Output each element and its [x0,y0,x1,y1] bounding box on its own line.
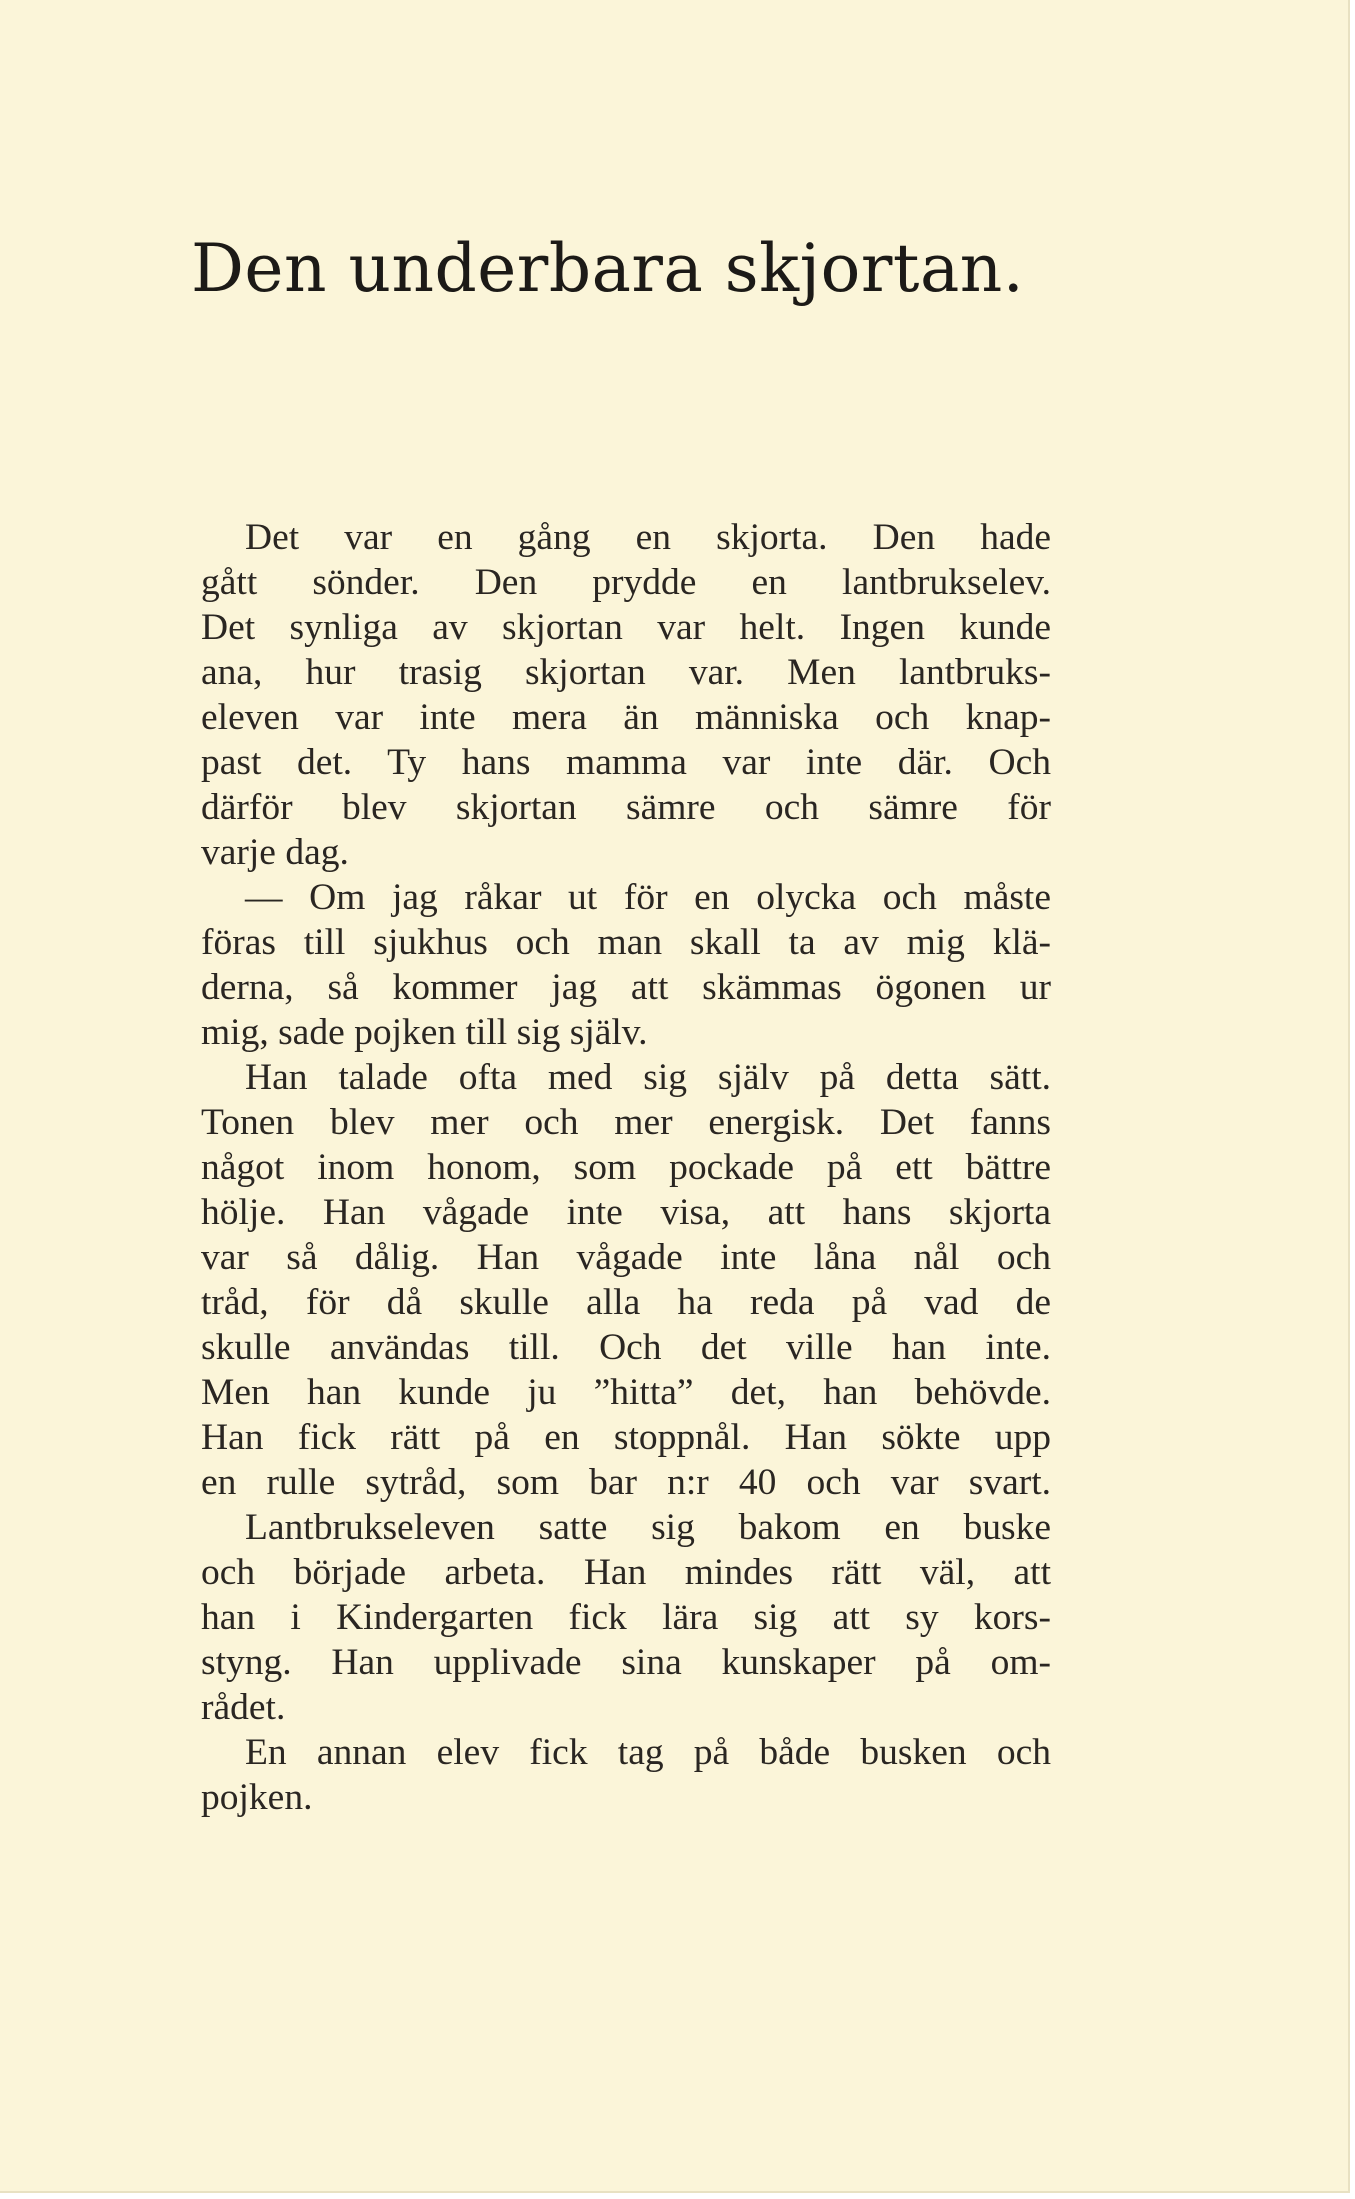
text-line: Lantbrukseleven satte sig bakom en buske [245,1507,1051,1548]
text-line: Det var en gång en skjorta. Den hade [245,517,1051,558]
text-line: Han fick rätt på en stoppnål. Han sökte upp [201,1417,1051,1458]
text-line: något inom honom, som pockade på ett bättre [201,1147,1051,1188]
text-line: mig, sade pojken till sig själv. [201,1012,648,1053]
text-line: pojken. [201,1777,313,1818]
text-line: han i Kindergarten fick lära sig att sy kors- [201,1597,1051,1638]
text-line: rådet. [201,1687,286,1728]
text-line: hölje. Han vågade inte visa, att hans skjorta [201,1192,1051,1233]
text-line: Tonen blev mer och mer energisk. Det fanns [201,1102,1051,1143]
text-line: skulle användas till. Och det ville han inte. [201,1327,1051,1368]
text-line: eleven var inte mera än människa och knap- [201,697,1051,738]
text-line: past det. Ty hans mamma var inte där. Och [201,742,1051,783]
text-line: Men han kunde ju ”hitta” det, han behövde. [201,1372,1051,1413]
text-line: ana, hur trasig skjortan var. Men lantbruks- [201,652,1051,693]
text-line: en rulle sytråd, som bar n:r 40 och var svart. [201,1462,1051,1503]
text-line: var så dålig. Han vågade inte låna nål och [201,1237,1051,1278]
text-line: Han talade ofta med sig själv på detta sätt. [245,1057,1051,1098]
text-line: derna, så kommer jag att skämmas ögonen ur [201,967,1051,1008]
text-line: Det synliga av skjortan var helt. Ingen kunde [201,607,1051,648]
text-line: tråd, för då skulle alla ha reda på vad de [201,1282,1051,1323]
text-line: och började arbeta. Han mindes rätt väl, att [201,1552,1051,1593]
body-text [201,515,1051,1820]
page-title: Den underbara skjortan. [191,230,1025,307]
text-line: därför blev skjortan sämre och sämre för [201,787,1051,828]
text-line: styng. Han upplivade sina kunskaper på om- [201,1642,1051,1683]
text-line: En annan elev fick tag på både busken och [245,1732,1051,1773]
text-line: gått sönder. Den prydde en lantbrukselev. [201,562,1051,603]
text-line: varje dag. [201,832,349,873]
text-line: — Om jag råkar ut för en olycka och måste [245,877,1051,918]
text-line: föras till sjukhus och man skall ta av mig klä- [201,922,1051,963]
